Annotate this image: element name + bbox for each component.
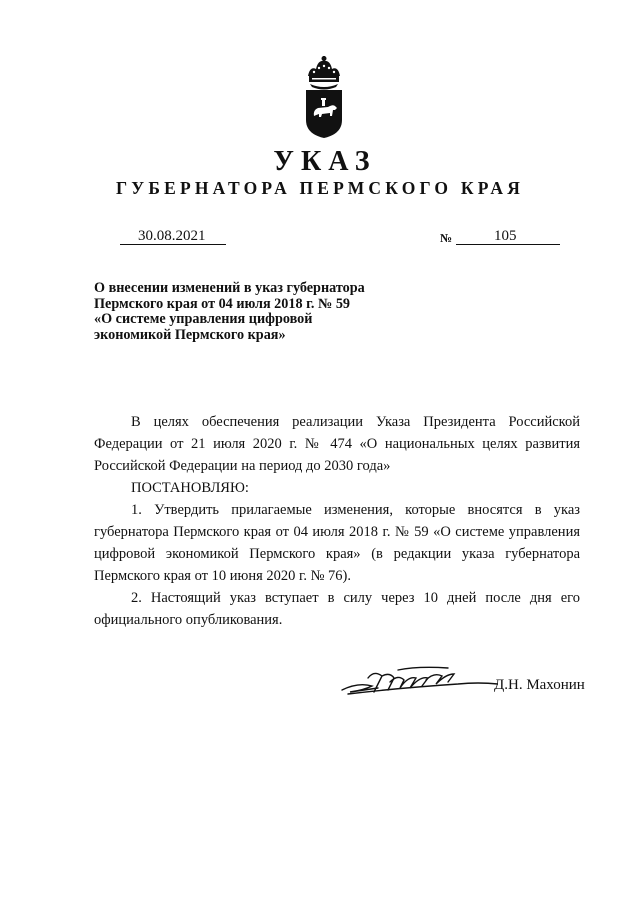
subject-line: «О системе управления цифровой xyxy=(94,311,313,327)
handwritten-signature xyxy=(338,664,498,698)
subject-line: экономикой Пермского края» xyxy=(94,326,286,343)
subject-line: О внесении изменений в указ губернатора xyxy=(94,280,365,296)
decree-word: ПОСТАНОВЛЯЮ: xyxy=(131,480,249,496)
subject-line: Пермского края от 04 июля 2018 г. № 59 xyxy=(94,295,351,312)
document-title: УКАЗ xyxy=(273,146,377,177)
number-underline xyxy=(456,244,560,245)
item-2-paragraph: 2. Настоящий указ вступает в силу через 10 дней после дня его официального опубликования. xyxy=(94,590,580,628)
signer-name: Д.Н. Махонин xyxy=(494,677,585,693)
decree-body xyxy=(94,411,580,631)
document-subtitle: ГУБЕРНАТОРА ПЕРМСКОГО КРАЯ xyxy=(115,178,525,198)
decree-subject xyxy=(94,281,414,343)
decree-number: 105 xyxy=(494,228,517,244)
number-sign: № xyxy=(440,231,453,245)
item-1-paragraph: 1. Утвердить прилагаемые изменения, которые вносятся в указ губернатора Пермского края от 04 июля 2018 г. № 59 «О системе управления цифровой экономикой Пермского края» (в редакции указа губернатора Пермского края от 10 июня 2020 г. № 76). xyxy=(94,502,580,584)
decree-date: 30.08.2021 xyxy=(138,228,206,244)
date-underline xyxy=(120,244,226,245)
preamble-paragraph: В целях обеспечения реализации Указа Президента Российской Федерации от 21 июля 2020 г. № 474 «О национальных целях развития Российской Федерации на период до 2030 года» xyxy=(94,414,580,474)
coat-of-arms-icon xyxy=(300,56,348,140)
